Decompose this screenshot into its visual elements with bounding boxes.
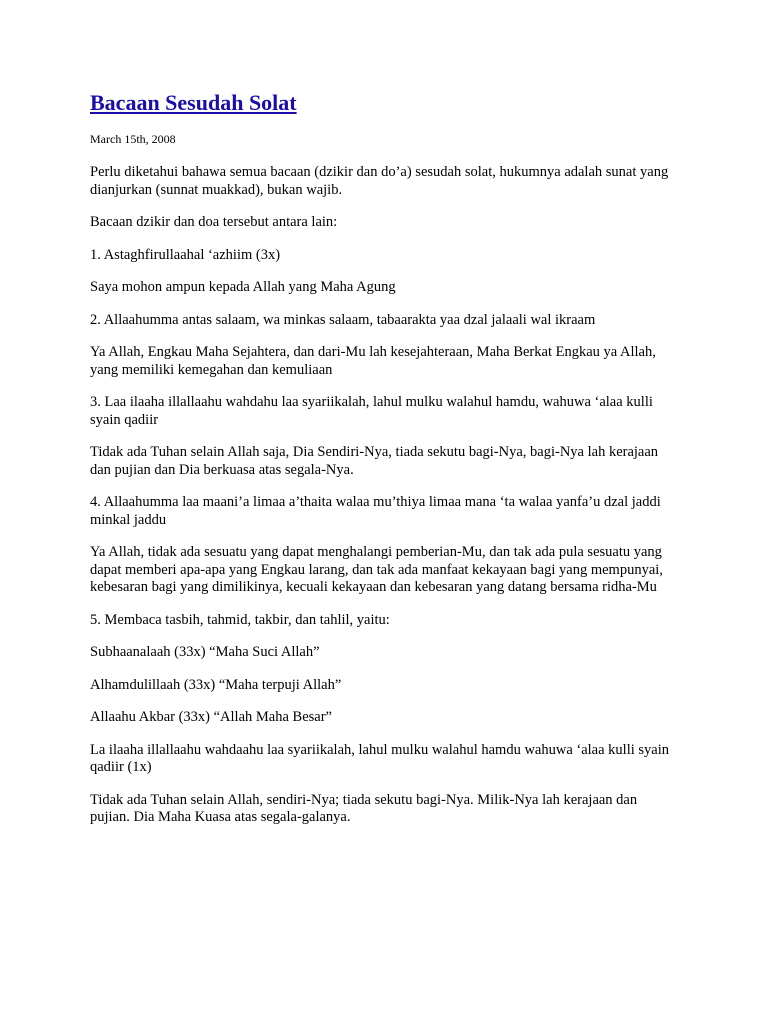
- tahlil-meaning: Tidak ada Tuhan selain Allah, sendiri-Nya; tiada sekutu bagi-Nya. Milik-Nya lah kerajaan dan pujian. Dia Maha Kuasa atas segala-galanya.: [90, 791, 638, 825]
- post-title-link[interactable]: Bacaan Sesudah Solat: [90, 90, 297, 115]
- tasbih-line: Subhaanalaah (33x) “Maha Suci Allah”: [90, 644, 320, 660]
- post-body: [90, 164, 670, 827]
- dzikir-1: 1. Astaghfirullaahal ‘azhiim (3x): [90, 246, 281, 263]
- dzikir-3-meaning: Tidak ada Tuhan selain Allah saja, Dia Sendiri-Nya, tiada sekutu bagi-Nya, bagi-Nya lah kerajaan dan pujian dan Dia berkuasa atas segala-Nya.: [90, 444, 659, 478]
- dzikir-2: 2. Allaahumma antas salaam, wa minkas salaam, tabaarakta yaa dzal jalaali wal ikraam: [90, 311, 596, 328]
- takbir-line: Allaahu Akbar (33x) “Allah Maha Besar”: [90, 709, 332, 725]
- dzikir-4: 4. Allaahumma laa maani’a limaa a’thaita walaa mu’thiya limaa mana ‘ta walaa yanfa’u dzal jaddi minkal jaddu: [90, 494, 661, 528]
- list-intro: Bacaan dzikir dan doa tersebut antara lain:: [90, 214, 338, 230]
- tahlil-line: La ilaaha illallaahu wahdaahu laa syariikalah, lahul mulku walahul hamdu wahuwa ‘alaa kulli syain qadiir (1x): [90, 741, 669, 775]
- dzikir-3: 3. Laa ilaaha illallaahu wahdahu laa syariikalah, lahul mulku walahul hamdu, wahuwa ‘alaa kulli syain qadiir: [90, 394, 653, 428]
- dzikir-4-meaning: Ya Allah, tidak ada sesuatu yang dapat menghalangi pemberian-Mu, dan tak ada pula sesuatu yang dapat memberi apa-apa yang Engkau larang, dan tak ada manfaat kekayaan bagi yang mempunyai, kebesaran bagi yang dimilikinya, kecuali kekayaan dan kebesaran yang datang bersama ridha-Mu: [90, 544, 663, 595]
- post-container: [90, 86, 670, 842]
- post-title: [90, 86, 670, 120]
- tahmid-line: Alhamdulillaah (33x) “Maha terpuji Allah”: [90, 676, 342, 693]
- intro-paragraph: Perlu diketahui bahawa semua bacaan (dzikir dan do’a) sesudah solat, hukumnya adalah sunat yang dianjurkan (sunnat muakkad), bukan wajib.: [90, 164, 669, 198]
- dzikir-1-meaning: Saya mohon ampun kepada Allah yang Maha Agung: [90, 279, 396, 295]
- dzikir-5: 5. Membaca tasbih, tahmid, takbir, dan tahlil, yaitu:: [90, 611, 390, 628]
- post-date: March 15th, 2008: [90, 132, 176, 146]
- dzikir-2-meaning: Ya Allah, Engkau Maha Sejahtera, dan dari-Mu lah kesejahteraan, Maha Berkat Engkau ya Allah, yang memiliki kemegahan dan kemuliaan: [90, 344, 656, 378]
